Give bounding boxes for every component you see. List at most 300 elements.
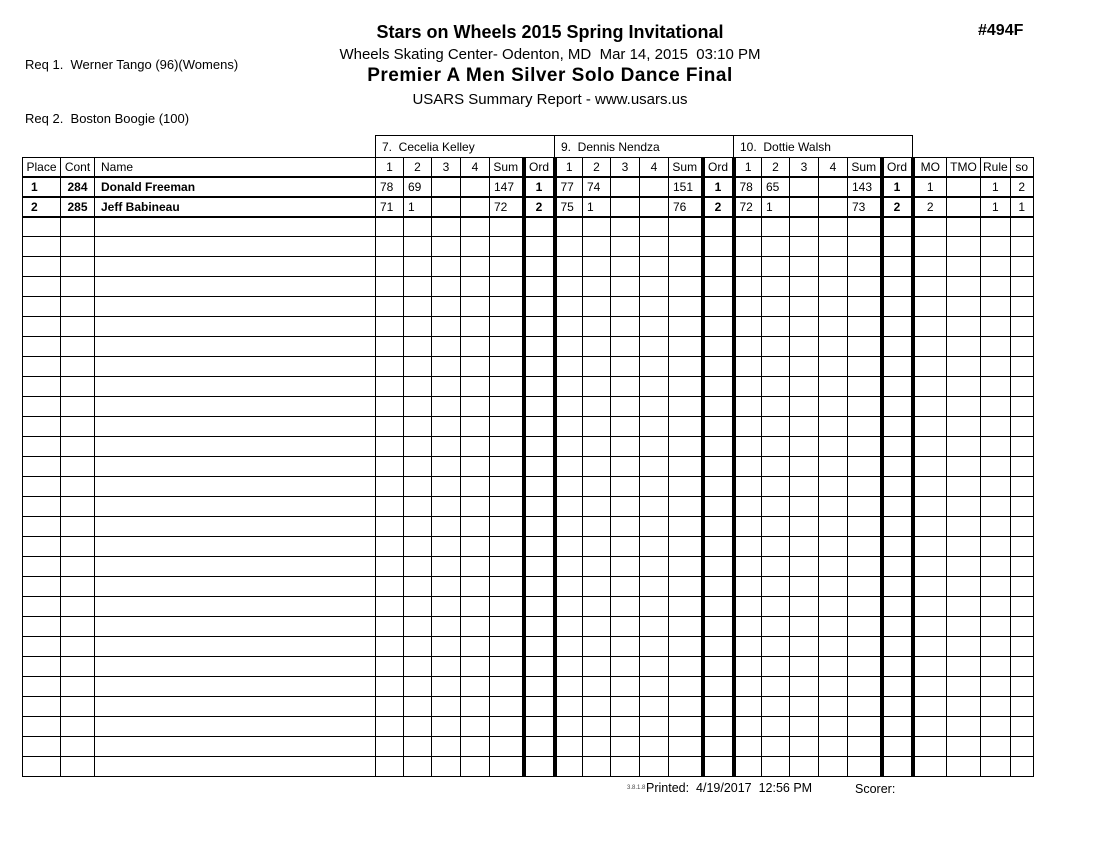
judge-2-ord-cell: [703, 377, 734, 397]
place-cell: [23, 397, 61, 417]
mo-cell: [913, 397, 947, 417]
judge-2-score-2-cell: [583, 297, 611, 317]
so-cell: [1010, 497, 1033, 517]
judge-1-score-4-cell: [461, 717, 490, 737]
judge-2-score-4-cell: [640, 217, 669, 237]
name-cell: [95, 477, 376, 497]
judge-1-score-3-cell: [432, 277, 461, 297]
name-cell: [95, 557, 376, 577]
judge-2-ord-cell: [703, 657, 734, 677]
judge-3-score-1-cell: 78: [734, 177, 762, 197]
judge-2-score-1-cell: [555, 317, 583, 337]
judge-3-score-1-cell: [734, 617, 762, 637]
judge-1-score-1-cell: [376, 597, 404, 617]
name-cell: [95, 717, 376, 737]
judge-3-score-3-cell: [790, 757, 819, 777]
judge-2-score-1-cell: [555, 457, 583, 477]
judge-1-score-4-cell: [461, 297, 490, 317]
judge-1-score-4-cell: [461, 237, 490, 257]
judge-2-score-1-cell: [555, 697, 583, 717]
judge-1-score-3-cell: [432, 537, 461, 557]
judge-1-score-2-cell: [404, 457, 432, 477]
event-number: #494F: [978, 22, 1024, 39]
judge-2-sum-cell: [669, 497, 703, 517]
judge-2-sum-cell: [669, 597, 703, 617]
name-cell: [95, 697, 376, 717]
judge-3-sum-cell: [848, 257, 882, 277]
judge-2-ord-cell: [703, 437, 734, 457]
judge-1-score-1-cell: 78: [376, 177, 404, 197]
judge-1-score-2-cell: [404, 317, 432, 337]
tmo-cell: [947, 417, 981, 437]
cont-cell: [61, 257, 95, 277]
judge-1-ord-cell: [524, 477, 555, 497]
tmo-cell: [947, 317, 981, 337]
rule-cell: [981, 457, 1011, 477]
rule-cell: [981, 217, 1011, 237]
judge-3-ord-cell: [882, 437, 913, 457]
judge-1-score-2-cell: [404, 337, 432, 357]
judge-1-ord-cell: [524, 557, 555, 577]
judge-3-sum-cell: [848, 757, 882, 777]
judge-2-score-1-cell: [555, 337, 583, 357]
judge-3-score-2-cell: [762, 577, 790, 597]
judge-2-ord-cell: [703, 417, 734, 437]
judge-3-ord-cell: [882, 757, 913, 777]
judge-2-sum-cell: 151: [669, 177, 703, 197]
judge-2-score-4-cell: [640, 577, 669, 597]
judge-1-ord-cell: 2: [524, 197, 555, 217]
judge-2-ord-cell: [703, 757, 734, 777]
col-header-rule: Rule: [981, 158, 1011, 177]
mo-cell: [913, 217, 947, 237]
place-cell: [23, 237, 61, 257]
so-cell: [1010, 437, 1033, 457]
judge-2-score-2-cell: 74: [583, 177, 611, 197]
empty-row: [23, 277, 1034, 297]
cont-cell: [61, 417, 95, 437]
judge-1-name: 7. Cecelia Kelley: [376, 136, 555, 158]
judge-3-score-1-cell: [734, 577, 762, 597]
name-cell: [95, 617, 376, 637]
so-cell: [1010, 397, 1033, 417]
judge-1-ord-cell: [524, 717, 555, 737]
rule-cell: [981, 757, 1011, 777]
name-cell: [95, 517, 376, 537]
judge-3-score-3-cell: [790, 417, 819, 437]
judge-1-score-4-cell: [461, 317, 490, 337]
judge-1-ord-cell: [524, 577, 555, 597]
judge-1-score-3-cell: [432, 617, 461, 637]
judge-2-score-4-cell: [640, 657, 669, 677]
judge-2-sum-cell: [669, 437, 703, 457]
judge-2-score-1-cell: [555, 237, 583, 257]
so-cell: 1: [1010, 197, 1033, 217]
judge-3-score-3-cell: [790, 637, 819, 657]
judge-1-ord-cell: [524, 677, 555, 697]
cont-cell: [61, 517, 95, 537]
mo-cell: [913, 537, 947, 557]
judge-3-score-2-cell: [762, 537, 790, 557]
tmo-cell: [947, 517, 981, 537]
judge-3-score-4-cell: [819, 277, 848, 297]
judge-3-score-3-cell: [790, 557, 819, 577]
col-header-j3-ord: Ord: [882, 158, 913, 177]
judge-3-score-4-cell: [819, 437, 848, 457]
judge-2-score-3-cell: [611, 457, 640, 477]
judge-2-score-2-cell: [583, 697, 611, 717]
judge-1-ord-cell: [524, 357, 555, 377]
judge-2-sum-cell: [669, 577, 703, 597]
judge-2-score-4-cell: [640, 757, 669, 777]
judge-1-score-3-cell: [432, 517, 461, 537]
mo-cell: [913, 437, 947, 457]
judge-1-score-1-cell: [376, 417, 404, 437]
cont-cell: [61, 717, 95, 737]
tmo-cell: [947, 337, 981, 357]
judge-1-score-4-cell: [461, 277, 490, 297]
judge-1-score-4-cell: [461, 617, 490, 637]
judge-2-score-3-cell: [611, 237, 640, 257]
empty-row: [23, 377, 1034, 397]
judge-2-score-3-cell: [611, 397, 640, 417]
rule-cell: [981, 277, 1011, 297]
judge-2-ord-cell: 2: [703, 197, 734, 217]
cont-cell: [61, 377, 95, 397]
judge-3-score-1-cell: [734, 397, 762, 417]
so-cell: [1010, 657, 1033, 677]
judge-2-sum-cell: [669, 657, 703, 677]
empty-row: [23, 317, 1034, 337]
so-cell: [1010, 697, 1033, 717]
judge-2-score-4-cell: [640, 617, 669, 637]
mo-cell: [913, 257, 947, 277]
mo-cell: [913, 417, 947, 437]
judge-3-score-4-cell: [819, 497, 848, 517]
rule-cell: [981, 517, 1011, 537]
rule-cell: [981, 257, 1011, 277]
judge-2-score-3-cell: [611, 337, 640, 357]
judge-1-score-1-cell: [376, 457, 404, 477]
judge-3-ord-cell: [882, 457, 913, 477]
judge-1-score-2-cell: [404, 757, 432, 777]
cont-cell: [61, 737, 95, 757]
judge-3-score-2-cell: [762, 337, 790, 357]
judge-1-score-1-cell: [376, 257, 404, 277]
judge-1-ord-cell: [524, 297, 555, 317]
judge-3-ord-cell: [882, 577, 913, 597]
col-header-j2-2: 2: [583, 158, 611, 177]
judge-3-score-4-cell: [819, 657, 848, 677]
col-header-name: Name: [95, 158, 376, 177]
judge-1-score-3-cell: [432, 737, 461, 757]
scorer-label: Scorer:: [855, 782, 896, 796]
judge-3-score-2-cell: [762, 217, 790, 237]
cont-cell: [61, 457, 95, 477]
rule-cell: [981, 417, 1011, 437]
empty-row: [23, 437, 1034, 457]
mo-cell: [913, 717, 947, 737]
software-version: 3.8.1.8: [627, 785, 646, 791]
judge-1-score-2-cell: [404, 437, 432, 457]
judge-3-score-1-cell: [734, 217, 762, 237]
name-cell: [95, 657, 376, 677]
tmo-cell: [947, 437, 981, 457]
judge-3-score-3-cell: [790, 457, 819, 477]
judge-3-score-1-cell: [734, 437, 762, 457]
empty-row: [23, 657, 1034, 677]
judge-2-score-1-cell: [555, 257, 583, 277]
judge-3-score-3-cell: [790, 657, 819, 677]
col-header-j1-1: 1: [376, 158, 404, 177]
tmo-cell: [947, 477, 981, 497]
judge-3-score-3-cell: [790, 537, 819, 557]
judge-1-score-3-cell: [432, 417, 461, 437]
judge-2-ord-cell: 1: [703, 177, 734, 197]
judge-1-ord-cell: [524, 637, 555, 657]
judge-2-score-2-cell: [583, 637, 611, 657]
judge-3-score-1-cell: [734, 237, 762, 257]
judge-1-score-2-cell: [404, 557, 432, 577]
judge-3-score-3-cell: [790, 697, 819, 717]
judge-1-ord-cell: [524, 237, 555, 257]
judge-3-score-3-cell: [790, 437, 819, 457]
judge-1-score-4-cell: [461, 597, 490, 617]
judge-2-sum-cell: [669, 337, 703, 357]
cont-cell: [61, 297, 95, 317]
judge-3-score-2-cell: [762, 717, 790, 737]
judge-2-sum-cell: [669, 677, 703, 697]
judge-2-ord-cell: [703, 617, 734, 637]
judge-2-score-1-cell: [555, 397, 583, 417]
empty-row: [23, 237, 1034, 257]
judge-2-ord-cell: [703, 397, 734, 417]
judge-2-score-1-cell: [555, 637, 583, 657]
judge-1-ord-cell: [524, 217, 555, 237]
judge-2-score-2-cell: [583, 757, 611, 777]
place-cell: [23, 437, 61, 457]
tmo-cell: [947, 177, 981, 197]
judge-2-ord-cell: [703, 637, 734, 657]
rule-cell: [981, 357, 1011, 377]
judge-1-score-1-cell: [376, 437, 404, 457]
col-header-j2-1: 1: [555, 158, 583, 177]
judge-2-sum-cell: [669, 517, 703, 537]
judge-2-ord-cell: [703, 317, 734, 337]
judge-2-score-3-cell: [611, 617, 640, 637]
so-cell: [1010, 737, 1033, 757]
mo-cell: 1: [913, 177, 947, 197]
judge-2-score-3-cell: [611, 277, 640, 297]
judge-1-score-3-cell: [432, 757, 461, 777]
judge-1-score-2-cell: [404, 617, 432, 637]
judge-2-score-4-cell: [640, 457, 669, 477]
judge-2-ord-cell: [703, 457, 734, 477]
judge-2-score-2-cell: [583, 717, 611, 737]
so-cell: [1010, 557, 1033, 577]
judge-3-score-2-cell: [762, 497, 790, 517]
judge-2-score-2-cell: [583, 237, 611, 257]
so-cell: [1010, 757, 1033, 777]
cont-cell: [61, 357, 95, 377]
judge-2-sum-cell: [669, 757, 703, 777]
judge-3-score-2-cell: [762, 757, 790, 777]
judge-3-score-2-cell: [762, 697, 790, 717]
judge-2-score-4-cell: [640, 537, 669, 557]
judge-2-score-2-cell: [583, 597, 611, 617]
judge-3-ord-cell: [882, 737, 913, 757]
judge-1-ord-cell: [524, 417, 555, 437]
place-cell: [23, 737, 61, 757]
mo-cell: [913, 377, 947, 397]
judge-3-score-1-cell: [734, 557, 762, 577]
judge-3-sum-cell: [848, 457, 882, 477]
judge-3-score-3-cell: [790, 397, 819, 417]
judge-2-score-4-cell: [640, 317, 669, 337]
judge-1-sum-cell: [490, 757, 524, 777]
judge-2-ord-cell: [703, 597, 734, 617]
empty-row: [23, 557, 1034, 577]
judge-3-sum-cell: [848, 717, 882, 737]
results-tbody: [23, 177, 1034, 777]
judge-1-score-4-cell: [461, 757, 490, 777]
judge-2-score-1-cell: [555, 357, 583, 377]
tmo-cell: [947, 237, 981, 257]
place-cell: [23, 577, 61, 597]
mo-cell: [913, 277, 947, 297]
judge-1-score-2-cell: [404, 657, 432, 677]
judge-3-score-2-cell: [762, 517, 790, 537]
cont-cell: [61, 657, 95, 677]
so-cell: [1010, 377, 1033, 397]
judge-2-score-1-cell: [555, 597, 583, 617]
so-cell: [1010, 297, 1033, 317]
judge-2-score-4-cell: [640, 197, 669, 217]
judge-2-score-1-cell: [555, 497, 583, 517]
cont-cell: [61, 637, 95, 657]
judge-1-ord-cell: [524, 277, 555, 297]
name-cell: [95, 437, 376, 457]
judge-3-score-1-cell: [734, 517, 762, 537]
judge-3-score-4-cell: [819, 757, 848, 777]
judge-3-score-1-cell: [734, 377, 762, 397]
judge-3-score-2-cell: 65: [762, 177, 790, 197]
judge-3-score-4-cell: [819, 577, 848, 597]
judge-3-score-1-cell: [734, 657, 762, 677]
judge-2-score-2-cell: [583, 317, 611, 337]
judge-2-score-3-cell: [611, 557, 640, 577]
judge-3-sum-cell: [848, 377, 882, 397]
event-title: Premier A Men Silver Solo Dance Final: [367, 65, 733, 86]
judge-2-score-3-cell: [611, 437, 640, 457]
judge-2-score-1-cell: [555, 617, 583, 637]
judge-3-score-2-cell: [762, 737, 790, 757]
judge-3-ord-cell: [882, 297, 913, 317]
col-header-j1-4: 4: [461, 158, 490, 177]
judge-2-ord-cell: [703, 517, 734, 537]
judge-2-score-4-cell: [640, 737, 669, 757]
judge-1-score-3-cell: [432, 237, 461, 257]
place-cell: [23, 417, 61, 437]
judge-3-score-3-cell: [790, 277, 819, 297]
judge-3-sum-cell: [848, 597, 882, 617]
judge-1-score-4-cell: [461, 497, 490, 517]
judge-3-sum-cell: [848, 217, 882, 237]
judge-2-sum-cell: [669, 277, 703, 297]
judge-3-sum-cell: [848, 357, 882, 377]
judge-3-score-3-cell: [790, 217, 819, 237]
judge-1-ord-cell: [524, 457, 555, 477]
judge-2-score-4-cell: [640, 437, 669, 457]
judge-3-ord-cell: [882, 717, 913, 737]
judge-1-score-3-cell: [432, 557, 461, 577]
name-cell: [95, 457, 376, 477]
judge-1-score-1-cell: [376, 297, 404, 317]
judge-2-sum-cell: [669, 737, 703, 757]
col-header-j2-ord: Ord: [703, 158, 734, 177]
judge-3-sum-cell: 143: [848, 177, 882, 197]
judge-3-score-2-cell: [762, 417, 790, 437]
judge-2-score-3-cell: [611, 497, 640, 517]
judge-3-score-2-cell: [762, 617, 790, 637]
place-cell: [23, 357, 61, 377]
rule-cell: [981, 657, 1011, 677]
cont-cell: 284: [61, 177, 95, 197]
judge-2-sum-cell: [669, 637, 703, 657]
judge-3-ord-cell: [882, 217, 913, 237]
judge-2-score-4-cell: [640, 477, 669, 497]
judge-3-score-4-cell: [819, 337, 848, 357]
judge-1-sum-cell: [490, 617, 524, 637]
judge-3-sum-cell: [848, 637, 882, 657]
judge-1-score-1-cell: [376, 577, 404, 597]
col-header-j3-sum: Sum: [848, 158, 882, 177]
judge-3-sum-cell: [848, 517, 882, 537]
mo-cell: [913, 357, 947, 377]
judge-1-sum-cell: [490, 537, 524, 557]
judge-3-score-4-cell: [819, 677, 848, 697]
judge-3-score-3-cell: [790, 617, 819, 637]
judge-3-score-3-cell: [790, 237, 819, 257]
judge-3-ord-cell: [882, 377, 913, 397]
judge-1-score-2-cell: [404, 597, 432, 617]
judge-3-score-3-cell: [790, 317, 819, 337]
judge-1-score-3-cell: [432, 477, 461, 497]
empty-row: [23, 217, 1034, 237]
judge-header-spacer-right: [913, 136, 1034, 158]
judge-3-score-4-cell: [819, 317, 848, 337]
cont-cell: [61, 757, 95, 777]
judge-2-score-3-cell: [611, 657, 640, 677]
rule-cell: [981, 477, 1011, 497]
judge-3-score-1-cell: [734, 757, 762, 777]
cont-cell: [61, 477, 95, 497]
name-cell: [95, 497, 376, 517]
judge-1-score-3-cell: [432, 357, 461, 377]
judge-2-score-1-cell: [555, 557, 583, 577]
tmo-cell: [947, 217, 981, 237]
judge-3-ord-cell: [882, 557, 913, 577]
judge-1-score-4-cell: [461, 397, 490, 417]
judge-3-sum-cell: [848, 537, 882, 557]
judge-1-score-2-cell: [404, 697, 432, 717]
judge-1-ord-cell: [524, 497, 555, 517]
judge-3-score-4-cell: [819, 417, 848, 437]
judge-1-score-3-cell: [432, 317, 461, 337]
tmo-cell: [947, 757, 981, 777]
judge-3-score-1-cell: [734, 297, 762, 317]
judge-2-score-2-cell: [583, 577, 611, 597]
